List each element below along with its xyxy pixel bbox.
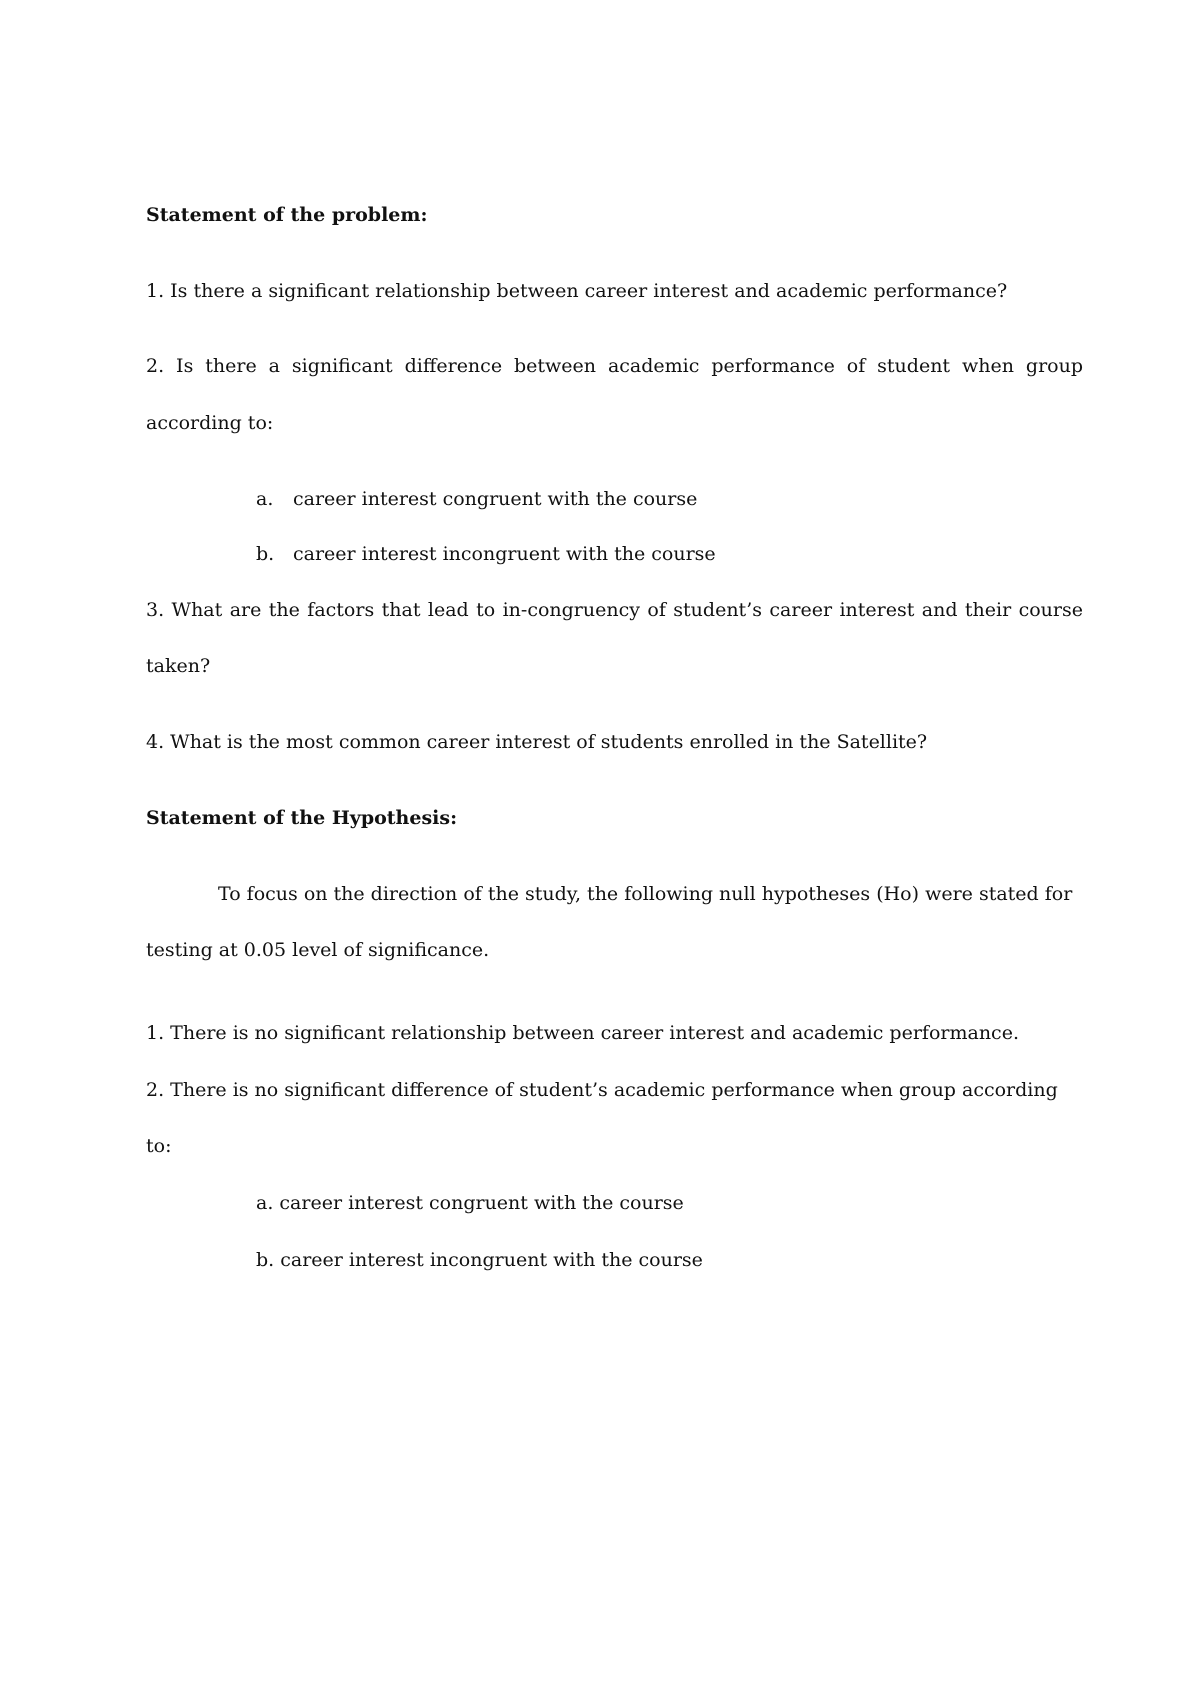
problem-heading: Statement of the problem:: [146, 204, 428, 226]
hypothesis-item-a: a. career interest congruent with the course: [256, 1192, 684, 1214]
hypothesis-1: 1. There is no significant relationship between career interest and academic performance.: [146, 1022, 1019, 1044]
hypothesis-intro-line-1: To focus on the direction of the study, the following null hypotheses (Ho) were stated for: [218, 883, 1073, 905]
hypothesis-item-b: b. career interest incongruent with the course: [256, 1249, 703, 1271]
hypothesis-2-line-2: to:: [146, 1135, 172, 1157]
hypothesis-heading: Statement of the Hypothesis:: [146, 807, 458, 829]
problem-item-a-text: career interest congruent with the course: [293, 488, 698, 510]
problem-item-a-marker: a.: [256, 488, 274, 510]
hypothesis-intro-line-2: testing at 0.05 level of significance.: [146, 939, 490, 961]
problem-question-1: 1. Is there a significant relationship between career interest and academic performance?: [146, 280, 1008, 302]
hypothesis-2-line-1: 2. There is no significant difference of student’s academic performance when group according: [146, 1079, 1058, 1101]
problem-item-b-marker: b.: [256, 543, 275, 565]
problem-question-3-line-1: 3. What are the factors that lead to in-congruency of student’s career interest and their course: [146, 599, 1083, 621]
problem-item-b-text: career interest incongruent with the course: [293, 543, 716, 565]
problem-question-2-line-2: according to:: [146, 412, 274, 434]
problem-question-2-line-1: 2. Is there a significant difference between academic performance of student when group: [146, 355, 1083, 377]
problem-question-3-line-2: taken?: [146, 655, 211, 677]
problem-question-4: 4. What is the most common career interest of students enrolled in the Satellite?: [146, 731, 928, 753]
